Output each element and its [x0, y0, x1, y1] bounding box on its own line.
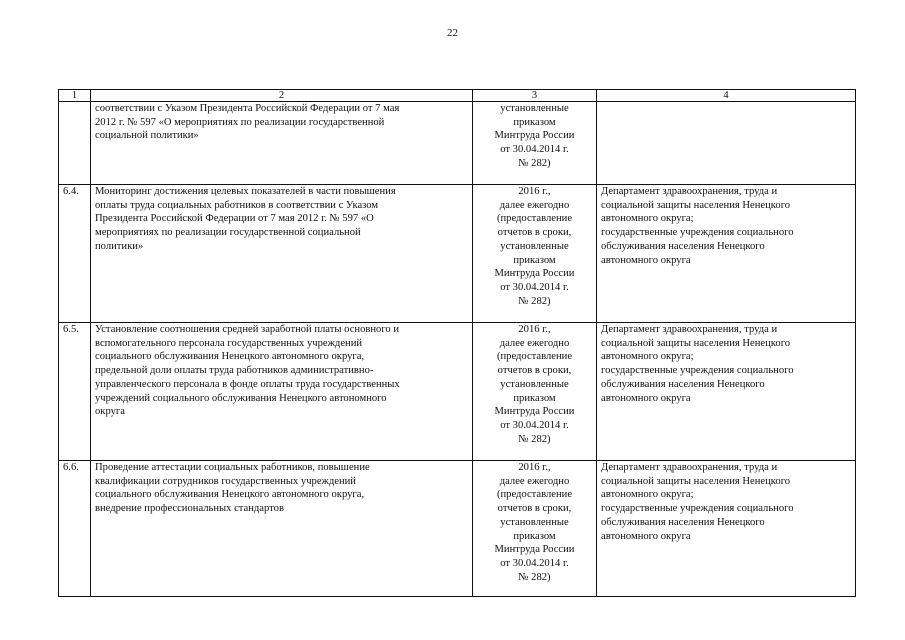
responsible-text-line: государственные учреждения социального	[601, 503, 794, 515]
action-text-line: вспомогательного персонала государственных учреждений	[95, 337, 363, 349]
table-row	[59, 102, 856, 185]
action-text-line: управленческого персонала в фонде оплаты труда государственных	[95, 378, 400, 390]
responsible-text-line: Департамент здравоохранения, труда и	[601, 324, 778, 335]
deadline-text-line: Минтруда России	[494, 130, 575, 142]
action-text-line: округа	[95, 406, 125, 418]
column-header-action: 2	[91, 90, 473, 102]
deadline-text-line: далее ежегодно	[499, 199, 570, 211]
responsible-text-line: автономного округа;	[601, 213, 694, 225]
column-header-number: 1	[59, 90, 91, 102]
deadline-text-line: от 30.04.2014 г.	[500, 557, 569, 569]
deadline-text-line: отчетов в сроки,	[497, 503, 572, 515]
table-row	[59, 461, 856, 597]
responsible-text-line: автономного округа;	[601, 489, 694, 501]
deadline-text-line: приказом	[513, 392, 556, 404]
column-header-deadline: 3	[473, 90, 597, 102]
action-text-line: 2012 г. № 597 «О мероприятиях по реализации государственной	[95, 116, 385, 128]
deadline-text-line: 2016 г.,	[518, 186, 551, 197]
action-cell	[91, 102, 473, 185]
table-row	[59, 323, 856, 461]
responsible-text-line: социальной защиты населения Ненецкого	[601, 199, 791, 211]
deadline-text-line: (предоставление	[496, 351, 573, 363]
deadline-cell	[473, 323, 597, 461]
action-text-line: мероприятиях по реализации государственной социальной	[95, 227, 361, 239]
deadline-text-line: Минтруда России	[494, 406, 575, 418]
action-text-line: учреждений социального обслуживания Ненецкого автономного	[95, 392, 387, 404]
deadline-text-line: отчетов в сроки,	[497, 227, 572, 239]
action-text-line: предельной доли оплаты труда работников административно-	[95, 365, 374, 377]
responsible-text-line: Департамент здравоохранения, труда и	[601, 186, 778, 197]
responsible-text-line: автономного округа	[601, 254, 691, 266]
deadline-text-line: Минтруда России	[494, 268, 575, 280]
action-text-line: оплаты труда социальных работников в соответствии с Указом	[95, 199, 379, 211]
action-text-line: социальной политики»	[95, 130, 199, 142]
responsible-text-line: автономного округа	[601, 530, 691, 542]
deadline-text-line: установленные	[500, 240, 569, 252]
responsible-text-line: обслуживания населения Ненецкого	[601, 240, 765, 252]
row-number: 6.4.	[59, 185, 91, 323]
responsible-text-line: государственные учреждения социального	[601, 227, 794, 239]
action-text-line: Мониторинг достижения целевых показателей в части повышения	[95, 186, 396, 197]
deadline-text-line: установленные	[500, 378, 569, 390]
deadline-text-line: от 30.04.2014 г.	[500, 144, 569, 156]
responsible-cell	[597, 323, 856, 461]
responsible-cell	[597, 102, 856, 185]
deadline-text-line: приказом	[513, 254, 556, 266]
responsible-text-line: социальной защиты населения Ненецкого	[601, 337, 791, 349]
deadline-cell	[473, 102, 597, 185]
deadline-text-line: (предоставление	[496, 489, 573, 501]
responsible-text-line: обслуживания населения Ненецкого	[601, 378, 765, 390]
deadline-text-line: № 282)	[518, 433, 551, 445]
row-number	[59, 102, 91, 185]
deadline-text-line: далее ежегодно	[499, 337, 570, 349]
action-text-line: квалификации сотрудников государственных учреждений	[95, 475, 356, 487]
deadline-text-line: от 30.04.2014 г.	[500, 419, 569, 431]
responsible-text-line: государственные учреждения социального	[601, 365, 794, 377]
action-text-line: социального обслуживания Ненецкого автономного округа,	[95, 489, 365, 501]
responsible-text-line: автономного округа	[601, 392, 691, 404]
action-text-line: Президента Российской Федерации от 7 мая 2012 г. № 597 «О	[95, 213, 374, 225]
action-cell	[91, 185, 473, 323]
measures-table	[58, 89, 856, 597]
responsible-text-line: социальной защиты населения Ненецкого	[601, 475, 791, 487]
action-text-line: Установление соотношения средней заработной платы основного и	[95, 324, 400, 335]
deadline-text-line: № 282)	[518, 295, 551, 307]
deadline-text-line: установленные	[500, 103, 569, 114]
deadline-text-line: от 30.04.2014 г.	[500, 281, 569, 293]
row-number: 6.5.	[59, 323, 91, 461]
responsible-cell	[597, 461, 856, 597]
responsible-text-line: обслуживания населения Ненецкого	[601, 516, 765, 528]
row-number: 6.6.	[59, 461, 91, 597]
deadline-text-line: приказом	[513, 530, 556, 542]
page-number: 22	[447, 27, 458, 39]
action-text-line: Проведение аттестации социальных работников, повышение	[95, 462, 370, 473]
action-text-line: политики»	[95, 240, 144, 252]
table-header-row	[59, 90, 856, 102]
deadline-text-line: 2016 г.,	[518, 324, 551, 335]
table-row	[59, 185, 856, 323]
deadline-text-line: № 282)	[518, 157, 551, 169]
responsible-text-line: Департамент здравоохранения, труда и	[601, 462, 778, 473]
deadline-text-line: установленные	[500, 516, 569, 528]
action-text-line: соответствии с Указом Президента Российской Федерации от 7 мая	[95, 103, 400, 114]
action-cell	[91, 323, 473, 461]
deadline-text-line: приказом	[513, 116, 556, 128]
column-header-responsible: 4	[597, 90, 856, 102]
action-text-line: социального обслуживания Ненецкого автономного округа,	[95, 351, 365, 363]
deadline-text-line: далее ежегодно	[499, 475, 570, 487]
deadline-text-line: Минтруда России	[494, 544, 575, 556]
deadline-cell	[473, 185, 597, 323]
deadline-cell	[473, 461, 597, 597]
deadline-text-line: (предоставление	[496, 213, 573, 225]
responsible-cell	[597, 185, 856, 323]
deadline-text-line: № 282)	[518, 571, 551, 583]
action-text-line: внедрение профессиональных стандартов	[95, 503, 284, 515]
action-cell	[91, 461, 473, 597]
responsible-text-line: автономного округа;	[601, 351, 694, 363]
deadline-text-line: отчетов в сроки,	[497, 365, 572, 377]
deadline-text-line: 2016 г.,	[518, 462, 551, 473]
